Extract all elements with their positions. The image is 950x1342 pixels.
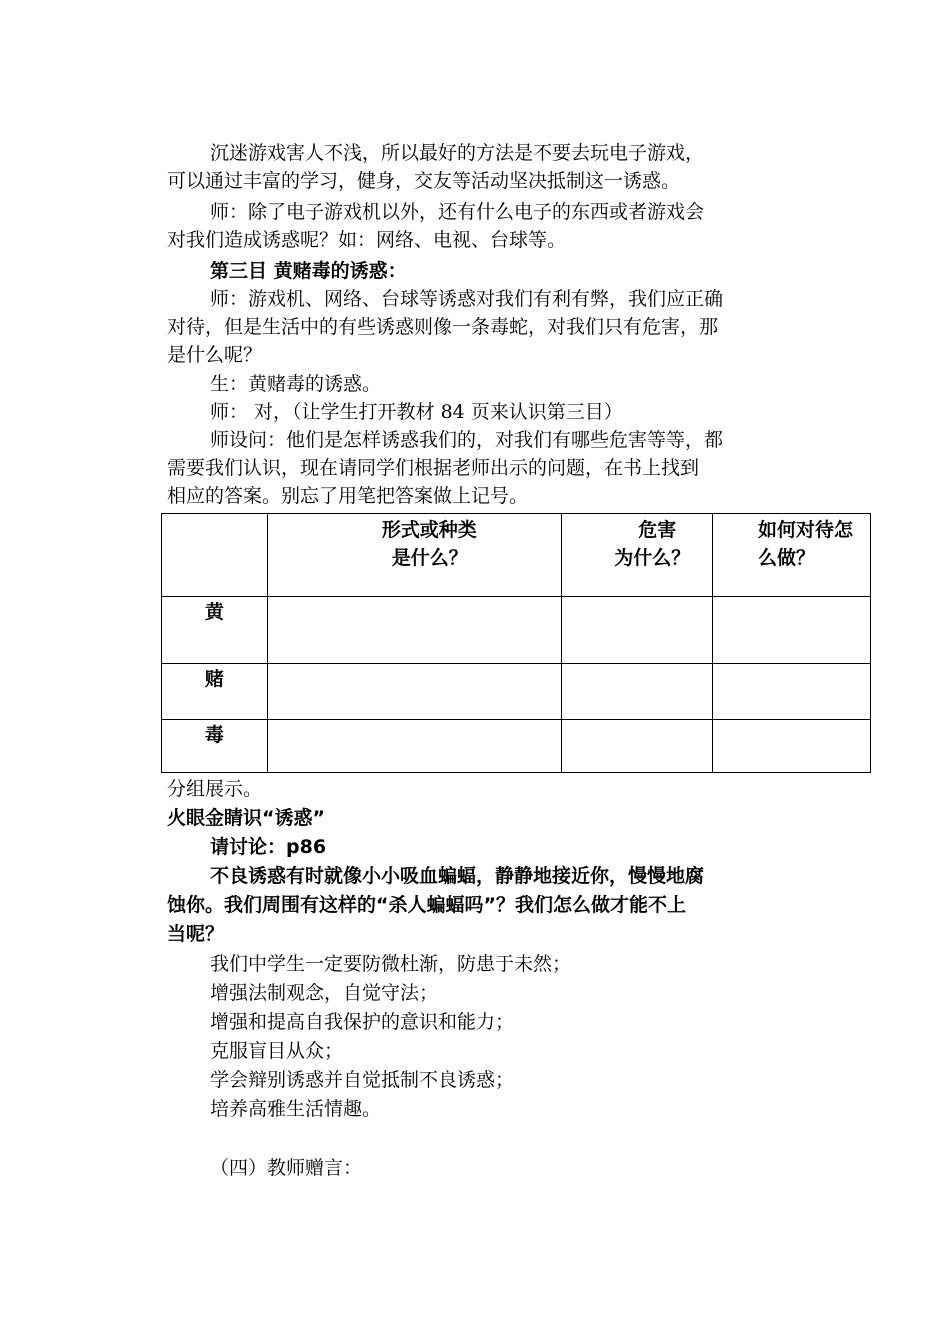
table-cell	[713, 664, 871, 720]
table-header-cell	[562, 514, 713, 597]
row-label: 黄	[204, 601, 224, 623]
section-title: 第三目 黄赌毒的诱惑：	[210, 260, 407, 282]
question-line: 蚀你。我们周围有这样的“杀人蝙蝠吗”？我们怎么做才能不上	[167, 894, 686, 916]
paragraph-line: 师： 对，（让学生打开教材 84 页来认识第三目）	[210, 401, 623, 423]
paragraph-line: 可以通过丰富的学习，健身，交友等活动坚决抵制这一诱惑。	[167, 170, 681, 192]
row-label-cell	[162, 597, 268, 664]
row-label-cell	[162, 720, 268, 773]
paragraph-line: 沉迷游戏害人不浅，所以最好的方法是不要去玩电子游戏，	[210, 142, 705, 164]
table-header-cell	[162, 514, 268, 597]
paragraph-line: 对我们造成诱惑呢？如：网络、电视、台球等。	[167, 229, 567, 251]
table-header-cell	[713, 514, 871, 597]
list-item: 我们中学生一定要防微杜渐，防患于未然；	[210, 953, 572, 975]
list-item: 学会辩别诱惑并自觉抵制不良诱惑；	[210, 1069, 515, 1091]
table-row	[162, 597, 871, 664]
paragraph-line: 师：游戏机、网络、台球等诱惑对我们有利有弊，我们应正确	[210, 288, 724, 310]
header-text: 危害	[638, 519, 677, 541]
table-cell	[562, 597, 713, 664]
table-row	[162, 664, 871, 720]
header-text: 么做？	[758, 547, 816, 569]
paragraph-line: 分组展示。	[167, 778, 263, 800]
table-cell	[267, 664, 562, 720]
header-text: 如何对待怎	[758, 519, 854, 541]
table-row	[162, 720, 871, 773]
section-heading: 火眼金睛识“诱惑”	[167, 807, 325, 829]
table-cell	[713, 597, 871, 664]
table-header-cell	[267, 514, 562, 597]
paragraph-line: 是什么呢？	[167, 344, 263, 366]
table-cell	[562, 720, 713, 773]
list-item: 增强法制观念，自觉守法；	[210, 982, 439, 1004]
paragraph-line: 师：除了电子游戏机以外，还有什么电子的东西或者游戏会	[210, 201, 705, 223]
discussion-label: 请讨论：p86	[210, 836, 327, 858]
paragraph-line: 需要我们认识，现在请同学们根据老师出示的问题，在书上找到	[167, 457, 700, 479]
table-cell	[562, 664, 713, 720]
table-cell	[713, 720, 871, 773]
question-line: 不良诱惑有时就像小小吸血蝙蝠，静静地接近你，慢慢地腐	[210, 865, 705, 887]
paragraph-line: 对待，但是生活中的有些诱惑则像一条毒蛇，对我们只有危害，那	[167, 316, 719, 338]
row-label: 毒	[204, 724, 224, 746]
list-item: 培养高雅生活情趣。	[210, 1098, 382, 1120]
closing-heading: （四）教师赠言：	[210, 1157, 363, 1179]
row-label-cell	[162, 664, 268, 720]
list-item: 增强和提高自我保护的意识和能力；	[210, 1011, 515, 1033]
table-cell	[267, 597, 562, 664]
table-cell	[267, 720, 562, 773]
row-label: 赌	[204, 668, 224, 690]
header-text: 形式或种类	[381, 519, 477, 541]
paragraph-line: 师设问：他们是怎样诱惑我们的，对我们有哪些危害等等，都	[210, 429, 724, 451]
paragraph-line: 生：黄赌毒的诱惑。	[210, 373, 382, 395]
paragraph-line: 相应的答案。别忘了用笔把答案做上记号。	[167, 485, 529, 507]
analysis-table	[161, 513, 871, 773]
header-text: 是什么？	[391, 547, 468, 569]
question-line: 当呢？	[167, 923, 225, 945]
header-text: 为什么？	[614, 547, 691, 569]
list-item: 克服盲目从众；	[210, 1040, 344, 1062]
table-header-row	[162, 514, 871, 597]
